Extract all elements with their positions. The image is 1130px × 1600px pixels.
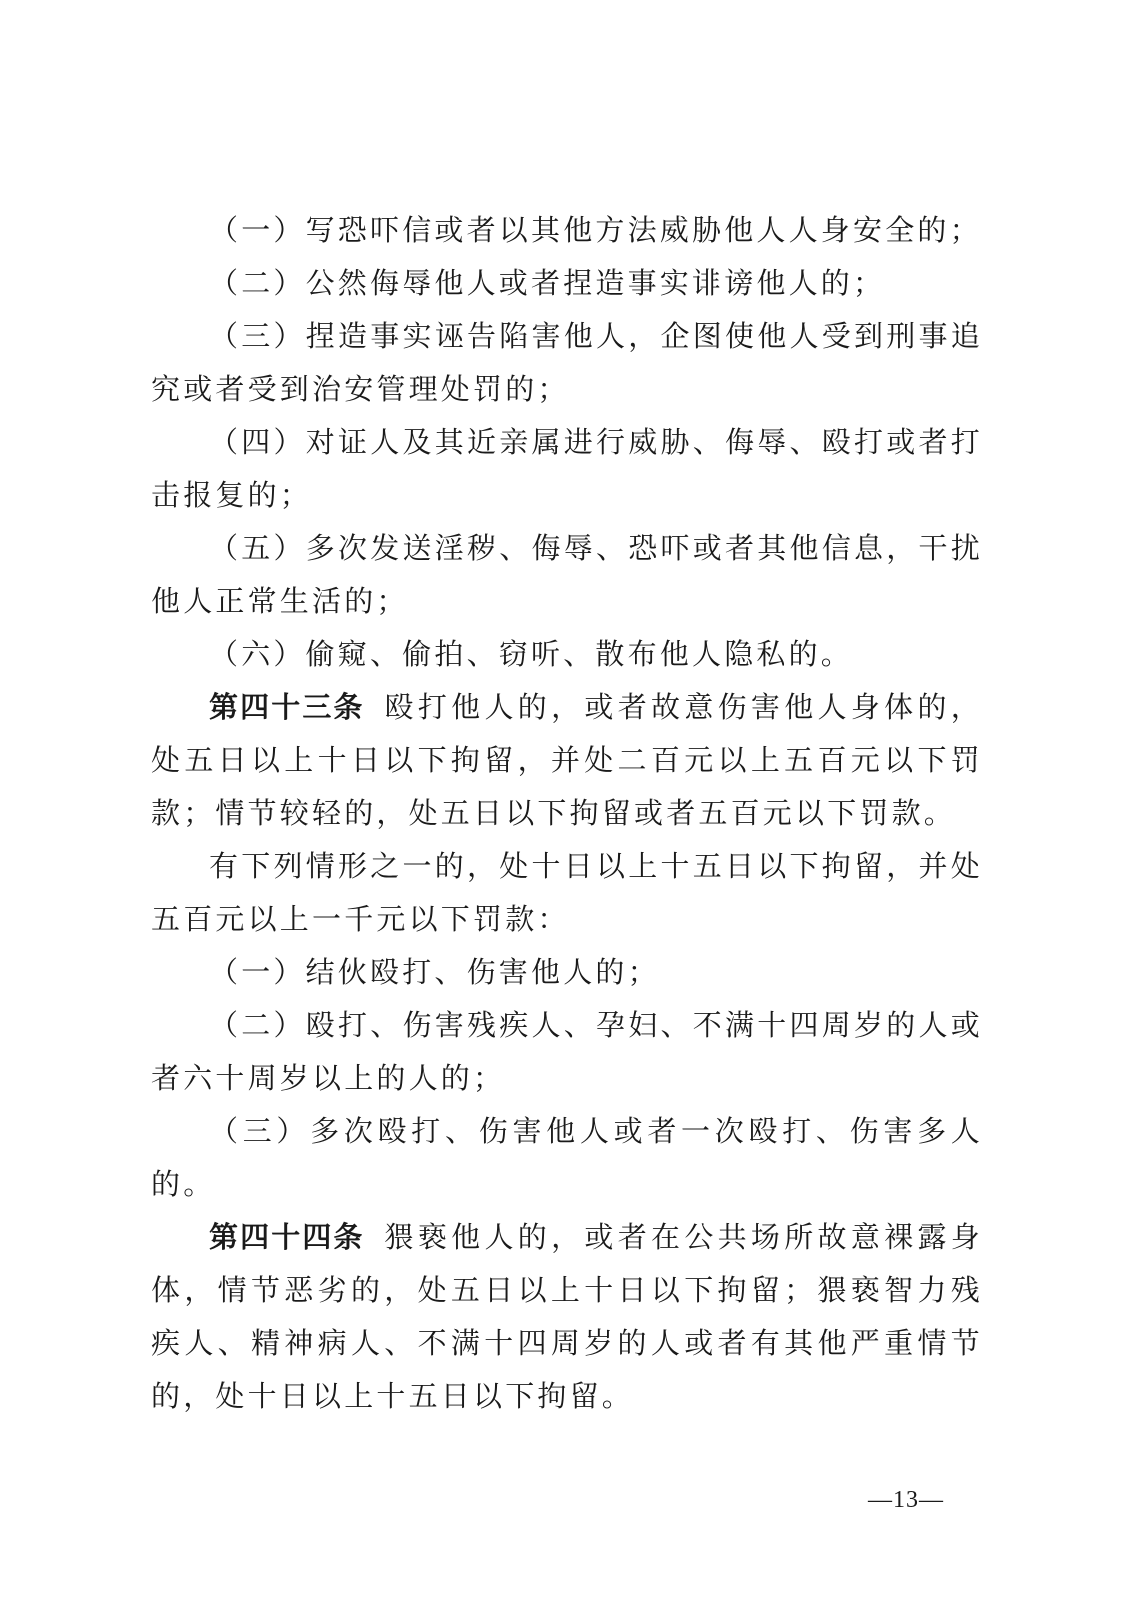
- paragraph-text: 殴打他人的，或者故意伤害他人身体的，处五日以上十日以下拘留，并处二百元以上五百元以下罚款；情节较轻的，处五日以下拘留或者五百元以下罚款。: [151, 690, 983, 830]
- paragraph-text: （四）对证人及其近亲属进行威胁、侮辱、殴打或者打击报复的；: [151, 425, 983, 512]
- article-heading: 第四十四条: [209, 1220, 365, 1254]
- paragraph: [151, 840, 983, 946]
- paragraph-text: 有下列情形之一的，处十日以上十五日以下拘留，并处五百元以上一千元以下罚款：: [151, 849, 983, 936]
- paragraph-text: （六）偷窥、偷拍、窃听、散布他人隐私的。: [209, 637, 854, 671]
- page-number: —13—: [868, 1487, 944, 1513]
- article-44: [151, 1211, 983, 1423]
- list-item: [151, 204, 983, 257]
- article-heading: 第四十三条: [209, 690, 365, 724]
- paragraph-text: （一）结伙殴打、伤害他人的；: [209, 955, 660, 989]
- list-item: [151, 257, 983, 310]
- list-item: [151, 310, 983, 416]
- list-item: [151, 416, 983, 522]
- paragraph-text: （三）多次殴打、伤害他人或者一次殴打、伤害多人的。: [151, 1114, 983, 1201]
- list-item: [151, 946, 983, 999]
- paragraph-text: （三）捏造事实诬告陷害他人，企图使他人受到刑事追究或者受到治安管理处罚的；: [151, 319, 983, 406]
- list-item: [151, 522, 983, 628]
- paragraph-text: （五）多次发送淫秽、侮辱、恐吓或者其他信息，干扰他人正常生活的；: [151, 531, 983, 618]
- article-43: [151, 681, 983, 840]
- list-item: [151, 1105, 983, 1211]
- paragraph-text: （二）公然侮辱他人或者捏造事实诽谤他人的；: [209, 266, 886, 300]
- paragraph-text: （二）殴打、伤害残疾人、孕妇、不满十四周岁的人或者六十周岁以上的人的；: [151, 1008, 983, 1095]
- list-item: [151, 628, 983, 681]
- list-item: [151, 999, 983, 1105]
- paragraph-text: （一）写恐吓信或者以其他方法威胁他人人身安全的；: [209, 213, 982, 247]
- paragraph-text: 猥亵他人的，或者在公共场所故意裸露身体，情节恶劣的，处五日以上十日以下拘留；猥亵智力残疾人、精神病人、不满十四周岁的人或者有其他严重情节的，处十日以上十五日以下拘留。: [151, 1220, 983, 1413]
- page-body: [151, 204, 983, 1423]
